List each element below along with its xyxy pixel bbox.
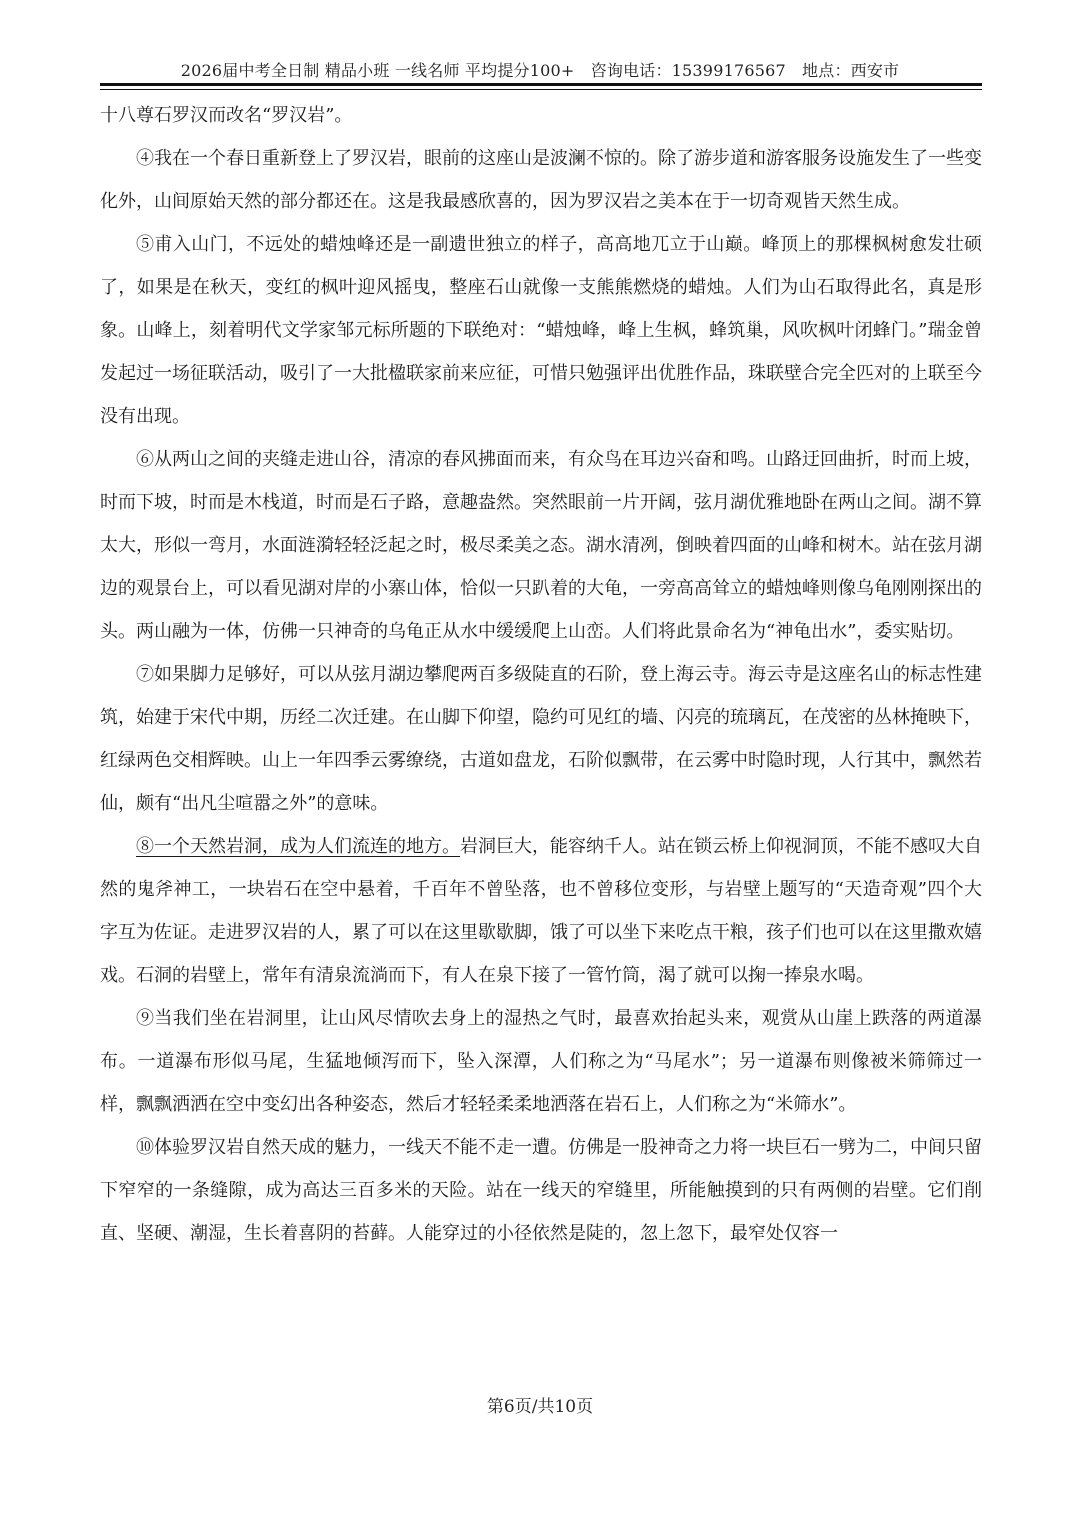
paragraph-10: ⑩体验罗汉岩自然天成的魅力，一线天不能不走一遭。仿佛是一股神奇之力将一块巨石一劈为二，中间只留下窄窄的一条缝隙，成为高达三百多米的天险。站在一线天的窄缝里，所能触摸到的只有两侧的岩壁。它们削直、坚硬、潮湿，生长着喜阴的苔藓。人能穿过的小径依然是陡的，忽上忽下，最窄处仅容一 bbox=[100, 1137, 982, 1244]
paragraph-9: ⑨当我们坐在岩洞里，让山风尽情吹去身上的湿热之气时，最喜欢抬起头来，观赏从山崖上跌落的两道瀑布。一道瀑布形似马尾，生猛地倾泻而下，坠入深潭，人们称之为“马尾水”；另一道瀑布则像被米筛筛过一样，飘飘洒洒在空中变幻出各种姿态，然后才轻轻柔柔地洒落在岩石上，人们称之为“米筛水”。 bbox=[100, 1008, 982, 1115]
paragraph-7: ⑦如果脚力足够好，可以从弦月湖边攀爬两百多级陡直的石阶，登上海云寺。海云寺是这座名山的标志性建筑，始建于宋代中期，历经二次迁建。在山脚下仰望，隐约可见红的墙、闪亮的琉璃瓦，在茂密的丛林掩映下，红绿两色交相辉映。山上一年四季云雾缭绕，古道如盘龙，石阶似飘带，在云雾中时隐时现，人行其中，飘然若仙，颇有“出凡尘喧嚣之外”的意味。 bbox=[100, 664, 982, 814]
header-rule-thick bbox=[100, 83, 982, 86]
paragraph-5: ⑤甫入山门，不远处的蜡烛峰还是一副遗世独立的样子，高高地兀立于山巅。峰顶上的那棵枫树愈发壮硕了，如果是在秋天，变红的枫叶迎风摇曳，整座石山就像一支熊熊燃烧的蜡烛。人们为山石取得此名，真是形象。山峰上，刻着明代文学家邹元标所题的下联绝对：“蜡烛峰，峰上生枫，蜂筑巢，风吹枫叶闭蜂门。”瑞金曾发起过一场征联活动，吸引了一大批楹联家前来应征，可惜只勉强评出优胜作品，珠联壁合完全匹对的上联至今没有出现。 bbox=[100, 234, 982, 427]
header-rule-thin bbox=[100, 89, 982, 90]
underlined-sentence: ⑧一个天然岩洞，成为人们流连的地方。 bbox=[136, 836, 460, 857]
article-body bbox=[100, 94, 982, 1255]
paragraph-6: ⑥从两山之间的夹缝走进山谷，清凉的春风拂面而来，有众鸟在耳边兴奋和鸣。山路迂回曲折，时而上坡，时而下坡，时而是木栈道，时而是石子路，意趣盎然。突然眼前一片开阔，弦月湖优雅地卧在两山之间。湖不算太大，形似一弯月，水面涟漪轻轻泛起之时，极尽柔美之态。湖水清冽，倒映着四面的山峰和树木。站在弦月湖边的观景台上，可以看见湖对岸的小寨山体，恰似一只趴着的大龟，一旁高高耸立的蜡烛峰则像乌龟刚刚探出的头。两山融为一体，仿佛一只神奇的乌龟正从水中缓缓爬上山峦。人们将此景命名为“神龟出水”，委实贴切。 bbox=[100, 449, 982, 642]
page-number: 第6页/共10页 bbox=[486, 1397, 594, 1417]
paragraph-continuation: 十八尊石罗汉而改名“罗汉岩”。 bbox=[100, 105, 353, 126]
paragraph-8-rest: 岩洞巨大，能容纳千人。站在锁云桥上仰视洞顶，不能不感叹大自然的鬼斧神工，一块岩石在空中悬着，千百年不曾坠落，也不曾移位变形，与岩壁上题写的“天造奇观”四个大字互为佐证。走进罗汉岩的人，累了可以在这里歇歇脚，饿了可以坐下来吃点干粮，孩子们也可以在这里撒欢嬉戏。石洞的岩壁上，常年有清泉流淌而下，有人在泉下接了一管竹筒，渴了就可以掬一捧泉水喝。 bbox=[100, 836, 982, 986]
paragraph-8 bbox=[100, 825, 982, 997]
paragraph-4: ④我在一个春日重新登上了罗汉岩，眼前的这座山是波澜不惊的。除了游步道和游客服务设施发生了一些变化外，山间原始天然的部分都还在。这是我最感欣喜的，因为罗汉岩之美本在于一切奇观皆天然生成。 bbox=[100, 148, 982, 212]
page-header: 2026届中考全日制 精品小班 一线名师 平均提分100+ 咨询电话：15399176567 地点：西安市 bbox=[180, 61, 900, 80]
